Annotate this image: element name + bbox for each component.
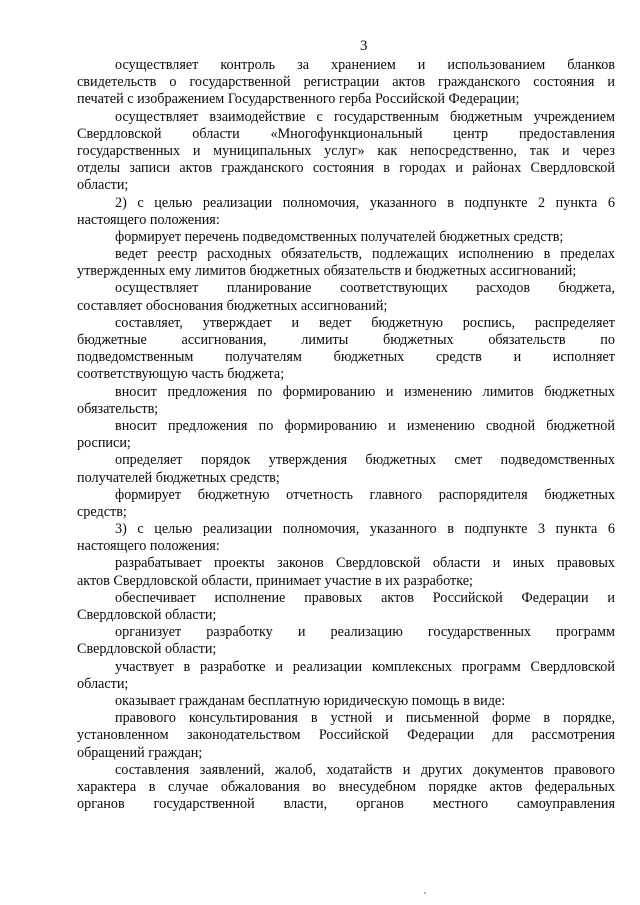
text-line: составления заявлений, жалоб, ходатайств и других документов правового <box>115 761 615 778</box>
text-line: вносит предложения по формированию и изменению сводной бюджетной <box>115 417 615 434</box>
page-number: 3 <box>360 38 368 54</box>
text-line: осуществляет взаимодействие с государственным бюджетным учреждением <box>115 108 615 125</box>
text-line: органов государственной власти, органов местного самоуправления <box>77 796 615 813</box>
text-line: формирует перечень подведомственных получателей бюджетных средств; <box>115 228 564 245</box>
text-line: обеспечивает исполнение правовых актов Российской Федерации и <box>115 589 615 606</box>
text-line: обращений граждан; <box>77 744 203 761</box>
paragraph <box>77 229 615 246</box>
text-line: области; <box>77 177 129 194</box>
text-line: установленном законодательством Российской Федерации для рассмотрения <box>77 727 615 744</box>
paragraph <box>77 109 615 195</box>
text-line: отделы записи актов гражданского состояния в городах и районах Свердловской <box>77 160 615 177</box>
text-line: 2) с целью реализации полномочия, указанного в подпункте 2 пункта 6 <box>115 194 615 211</box>
text-line: разрабатывает проекты законов Свердловской области и иных правовых <box>115 555 615 572</box>
text-line: Свердловской области; <box>77 641 217 658</box>
text-line: вносит предложения по формированию и изменению лимитов бюджетных <box>115 383 615 400</box>
paragraph <box>77 710 615 762</box>
paragraph <box>77 590 615 624</box>
paragraph <box>77 195 615 229</box>
text-line: утвержденных ему лимитов бюджетных обязательств и бюджетных ассигнований; <box>77 263 577 280</box>
text-line: ведет реестр расходных обязательств, подлежащих исполнению в пределах <box>115 246 615 263</box>
scan-speck <box>424 892 426 894</box>
paragraph <box>77 280 615 314</box>
paragraph <box>77 418 615 452</box>
paragraph <box>77 452 615 486</box>
text-line: участвует в разработке и реализации комплексных программ Свердловской <box>115 658 615 675</box>
text-line: средств; <box>77 503 127 520</box>
text-line: соответствующую часть бюджета; <box>77 366 285 383</box>
text-line: бюджетные ассигнования, лимиты бюджетных обязательств по <box>77 332 615 348</box>
paragraph <box>77 384 615 418</box>
paragraph <box>77 487 615 521</box>
text-line: обязательств; <box>77 400 159 417</box>
text-line: свидетельств о государственной регистрации актов гражданского состояния и <box>77 74 615 91</box>
paragraph <box>77 762 615 814</box>
text-line: получателей бюджетных средств; <box>77 469 280 486</box>
text-line: составляет обоснования бюджетных ассигнований; <box>77 297 388 314</box>
paragraph <box>77 624 615 658</box>
text-line: печатей с изображением Государственного герба Российской Федерации; <box>77 91 520 108</box>
text-line: осуществляет планирование соответствующих расходов бюджета, <box>115 280 615 297</box>
text-line: области; <box>77 675 129 692</box>
text-line: формирует бюджетную отчетность главного распорядителя бюджетных <box>115 486 615 503</box>
paragraph <box>77 659 615 693</box>
text-line: подведомственным получателям бюджетных средств и исполняет <box>77 349 615 366</box>
text-line: составляет, утверждает и ведет бюджетную роспись, распределяет <box>115 314 615 331</box>
text-line: Свердловской области «Многофункциональный центр предоставления <box>77 125 615 142</box>
paragraph <box>77 693 615 710</box>
paragraph <box>77 57 615 109</box>
text-line: настоящего положения: <box>77 538 220 555</box>
paragraph <box>77 246 615 280</box>
text-line: определяет порядок утверждения бюджетных смет подведомственных <box>115 452 615 469</box>
text-line: настоящего положения: <box>77 211 220 228</box>
text-line: организует разработку и реализацию государственных программ <box>115 624 615 641</box>
paragraph <box>77 315 615 384</box>
text-line: оказывает гражданам бесплатную юридическую помощь в виде: <box>115 692 506 709</box>
text-line: росписи; <box>77 435 131 452</box>
text-line: правового консультирования в устной и письменной форме в порядке, <box>115 710 615 727</box>
document-body <box>77 57 615 813</box>
paragraph <box>77 521 615 555</box>
text-line: осуществляет контроль за хранением и использованием бланков <box>115 57 615 73</box>
text-line: актов Свердловской области, принимает участие в их разработке; <box>77 572 473 589</box>
text-line: характера в случае обжалования во внесудебном порядке актов федеральных <box>77 778 615 795</box>
text-line: Свердловской области; <box>77 607 217 623</box>
paragraph <box>77 555 615 589</box>
text-line: 3) с целью реализации полномочия, указанного в подпункте 3 пункта 6 <box>115 521 615 538</box>
text-line: государственных и муниципальных услуг» как непосредственно, так и через <box>77 142 615 159</box>
